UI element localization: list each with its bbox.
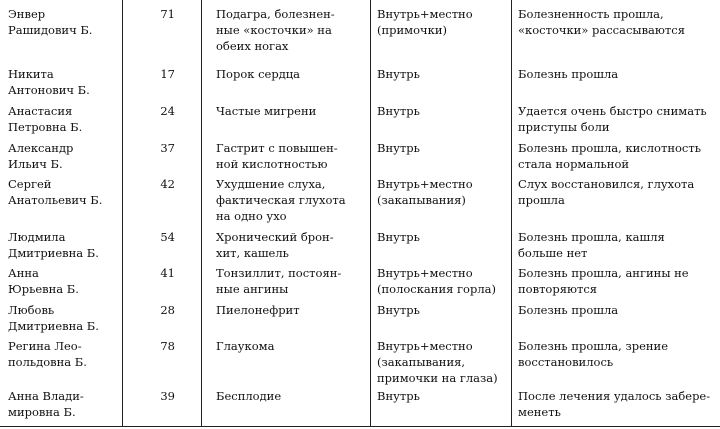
method-cell: Внутрь (371, 302, 512, 338)
patient-age-cell: 24 (123, 103, 202, 140)
method-cell: Внутрь (371, 388, 512, 426)
patient-age-cell: 39 (123, 388, 202, 426)
table-row (0, 265, 720, 302)
method-cell: Внутрь (371, 140, 512, 176)
patient-name-cell: Сергей Анатольевич Б. (0, 176, 123, 229)
patient-age-cell: 28 (123, 302, 202, 338)
method-cell: Внутрь+местно (полоскания горла) (371, 265, 512, 302)
patient-age-cell: 41 (123, 265, 202, 302)
table-row (0, 0, 720, 66)
method-cell: Внутрь+местно (закапывания) (371, 176, 512, 229)
method-cell: Внутрь (371, 66, 512, 103)
result-cell: Болезненность прошла, «косточки» рассасываются (512, 0, 720, 66)
patient-name-cell: Анна Юрьевна Б. (0, 265, 123, 302)
disease-cell: Порок сердца (202, 66, 371, 103)
method-cell: Внутрь+местно (закапывания, примочки на глаза) (371, 338, 512, 388)
disease-cell: Хронический брон- хит, кашель (202, 229, 371, 265)
patient-name-cell: Александр Ильич Б. (0, 140, 123, 176)
table-row (0, 338, 720, 388)
disease-cell: Глаукома (202, 338, 371, 388)
disease-cell: Тонзиллит, постоян- ные ангины (202, 265, 371, 302)
table-row (0, 66, 720, 103)
table-row (0, 302, 720, 338)
patient-age-cell: 71 (123, 0, 202, 66)
patient-name-cell: Анастасия Петровна Б. (0, 103, 123, 140)
result-cell: Болезнь прошла (512, 66, 720, 103)
patient-name-cell: Любовь Дмитриевна Б. (0, 302, 123, 338)
disease-cell: Подагра, болезнен- ные «косточки» на обеих ногах (202, 0, 371, 66)
patient-age-cell: 42 (123, 176, 202, 229)
patient-name-cell: Энвер Рашидович Б. (0, 0, 123, 66)
result-cell: Болезнь прошла, кашля больше нет (512, 229, 720, 265)
result-cell: После лечения удалось забере- менеть (512, 388, 720, 426)
patient-age-cell: 37 (123, 140, 202, 176)
result-cell: Болезнь прошла, ангины не повторяются (512, 265, 720, 302)
patient-name-cell: Регина Лео- польдовна Б. (0, 338, 123, 388)
disease-cell: Частые мигрени (202, 103, 371, 140)
patient-age-cell: 54 (123, 229, 202, 265)
disease-cell: Пиелонефрит (202, 302, 371, 338)
method-cell: Внутрь (371, 229, 512, 265)
patient-name-cell: Никита Антонович Б. (0, 66, 123, 103)
method-cell: Внутрь (371, 103, 512, 140)
disease-cell: Ухудшение слуха, фактическая глухота на одно ухо (202, 176, 371, 229)
table-row (0, 388, 720, 426)
table-row (0, 103, 720, 140)
table-row (0, 176, 720, 229)
result-cell: Болезнь прошла, зрение восстановилось (512, 338, 720, 388)
table-row (0, 229, 720, 265)
method-cell: Внутрь+местно (примочки) (371, 0, 512, 66)
result-cell: Удается очень быстро снимать приступы боли (512, 103, 720, 140)
patient-age-cell: 78 (123, 338, 202, 388)
table-row (0, 140, 720, 176)
disease-cell: Гастрит с повышен- ной кислотностью (202, 140, 371, 176)
result-cell: Болезнь прошла, кислотность стала нормальной (512, 140, 720, 176)
result-cell: Болезнь прошла (512, 302, 720, 338)
patient-name-cell: Анна Влади- мировна Б. (0, 388, 123, 426)
result-cell: Слух восстановился, глухота прошла (512, 176, 720, 229)
patient-age-cell: 17 (123, 66, 202, 103)
disease-cell: Бесплодие (202, 388, 371, 426)
patient-name-cell: Людмила Дмитриевна Б. (0, 229, 123, 265)
